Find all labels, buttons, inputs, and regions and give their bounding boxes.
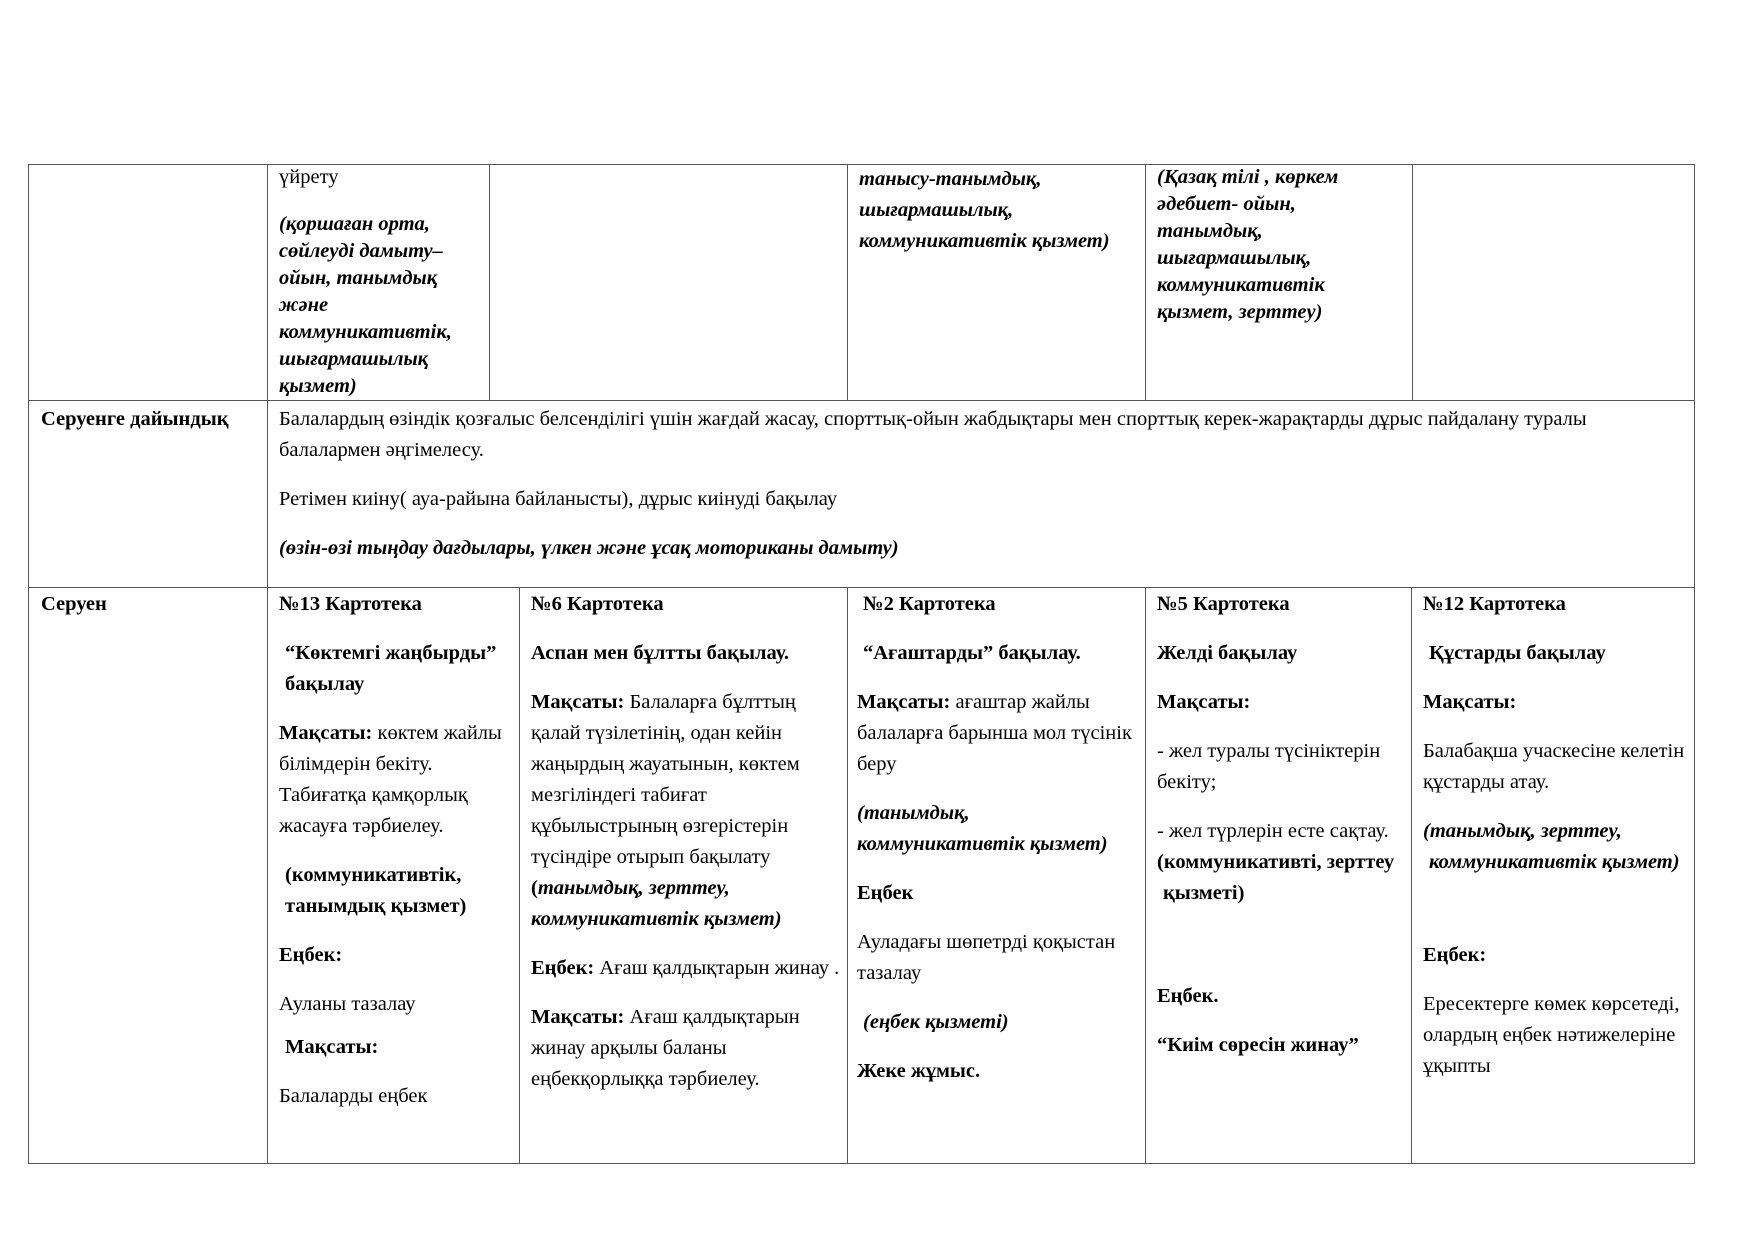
col4-item-1: - жел туралы түсініктерін бекіту;: [1157, 740, 1381, 793]
col1-goal-text: көктем жайлы білімдерін бекіту. Табиғатқа қамқорлық жасауға тәрбиелеу.: [279, 722, 502, 837]
col2-goal-text: Балаларға бұлттың қалай түзілетінің, одан кейін жаңырдың жауатынын, көктем мезгіліндегі табиғат құбылыстрының өзгерістерін түсіндіре отырып бақылату: [531, 691, 800, 868]
row3-label: Серуен: [41, 593, 107, 615]
col5-activity: (танымдық, зерттеу, коммуникативтік қызмет): [1423, 820, 1680, 873]
col3-labor-activity: (еңбек қызметі): [863, 1011, 1009, 1033]
col-divider-r3-4: [1145, 587, 1146, 1164]
row3-col5-cell: [1423, 589, 1689, 1082]
col-divider-r1-5: [1412, 164, 1413, 400]
col3-card-number: №2 Картотека: [863, 593, 996, 615]
col2-activity: танымдық, зерттеу, коммуникативтік қызмет): [531, 877, 782, 930]
col-divider-r1-2: [489, 164, 490, 400]
col3-labor-label: Еңбек: [857, 882, 914, 904]
col4-activity: (коммуникативті, зерттеу қызметі): [1157, 851, 1395, 904]
row1-col4-activity: танысу-танымдық, шығармашылық, коммуникативтік қызмет): [859, 168, 1110, 252]
row1-col4-cell: [859, 164, 1139, 257]
row2-paragraph-1: Балалардың өзіндік қозғалыс белсенділігі үшін жағдай жасау, спорттық-ойын жабдықтары мен спорттық керек-жарақтарды дұрыс пайдалану туралы балалармен әңгімелесу.: [279, 408, 1587, 461]
col1-card-number: №13 Картотека: [279, 593, 422, 615]
row3-col3-cell: [857, 589, 1139, 1087]
col-divider-r3-3: [847, 587, 848, 1164]
row3-label-cell: [41, 589, 263, 620]
row2-label: Серуенге дайындық: [41, 408, 229, 430]
col3-labor-text: Ауладағы шөпетрді қоқыстан тазалау: [857, 931, 1116, 984]
col1-labor-text: Ауланы тазалау: [279, 993, 416, 1015]
row1-col5-cell: [1157, 164, 1397, 326]
row2-paragraph-3: (өзін-өзі тыңдау дағдылары, үлкен және ұсақ моториканы дамыту): [279, 537, 899, 559]
row-divider-2: [28, 587, 1695, 588]
col3-goal-label: Мақсаты:: [857, 691, 951, 713]
col2-activity-open: (: [531, 877, 538, 899]
col4-item-2: - жел түрлерін есте сақтау.: [1157, 820, 1389, 842]
col1-activity: (коммуникативтік, танымдық қызмет): [285, 864, 467, 917]
row2-content-cell: [279, 404, 1689, 564]
col5-labor-label: Еңбек:: [1423, 944, 1487, 966]
col3-title: “Ағаштарды” бақылау.: [863, 642, 1081, 664]
col2-title: Аспан мен бұлтты бақылау.: [531, 642, 790, 664]
col2-labor-text: Ағаш қалдықтарын жинау .: [594, 957, 840, 979]
col3-goal-text: ағаштар жайлы балаларға барынша мол түсінік беру: [857, 691, 1132, 775]
col3-activity: (танымдық, коммуникативтік қызмет): [857, 802, 1108, 855]
col1-goal2-text: Балаларды еңбек: [279, 1085, 428, 1107]
col2-labor: [531, 953, 843, 984]
row3-col1-cell: [279, 589, 515, 1112]
row1-col2-cell: [279, 162, 484, 400]
col2-goal2: [531, 1002, 843, 1095]
col4-labor-text: “Киім сөресін жинау”: [1157, 1034, 1359, 1056]
col2-goal2-text: Ағаш қалдықтарын жинау арқылы баланы еңбекқорлыққа тәрбиелеу.: [531, 1006, 800, 1090]
row2-label-cell: [41, 404, 263, 435]
col3-goal: [857, 687, 1139, 780]
col1-labor-label: Еңбек:: [279, 944, 343, 966]
row1-col5-activity: (Қазақ тілі , көркем әдебиет- ойын, танымдық, шығармашылық, коммуникативтік қызмет, зерттеу): [1157, 166, 1339, 323]
row1-col2-text: үйрету: [279, 166, 339, 188]
col2-goal2-label: Мақсаты:: [531, 1006, 625, 1028]
col2-card-number: №6 Картотека: [531, 593, 664, 615]
row1-col2-activity: (қоршаған орта, сөйлеуді дамыту–ойын, танымдық және коммуникативтік, шығармашылық қызмет): [279, 213, 452, 397]
col-divider-r1-4: [1145, 164, 1146, 400]
col3-individual-work: Жеке жұмыс.: [857, 1060, 981, 1082]
col5-card-number: №12 Картотека: [1423, 593, 1566, 615]
col1-title: “Көктемгі жаңбырды” бақылау: [285, 642, 497, 695]
col-divider-r3-2: [519, 587, 520, 1164]
row-divider-1: [28, 400, 1695, 401]
col1-goal: [279, 718, 515, 842]
row3-col4-cell: [1157, 589, 1407, 1061]
col5-goal-label: Мақсаты:: [1423, 691, 1517, 713]
col2-labor-label: Еңбек:: [531, 957, 595, 979]
col1-goal2-label: Мақсаты:: [285, 1036, 379, 1058]
col4-labor-label: Еңбек.: [1157, 985, 1219, 1007]
col4-title: Желді бақылау: [1157, 642, 1298, 664]
col5-labor-text: Ересектерге көмек көрсетеді, олардың еңбек нәтижелеріне ұқыпты: [1423, 993, 1680, 1077]
col2-goal-label: Мақсаты:: [531, 691, 625, 713]
col5-title: Құстарды бақылау: [1429, 642, 1606, 664]
col1-goal-label: Мақсаты:: [279, 722, 373, 744]
col2-goal: [531, 687, 843, 935]
col-divider-label: [267, 164, 268, 1164]
col4-card-number: №5 Картотека: [1157, 593, 1290, 615]
col-divider-r3-5: [1411, 587, 1412, 1164]
col4-goal-label: Мақсаты:: [1157, 691, 1251, 713]
row3-col2-cell: [531, 589, 843, 1095]
col5-goal-text: Балабақша учаскесіне келетін құстарды атау.: [1423, 740, 1685, 793]
col-divider-r1-3: [847, 164, 848, 400]
row2-paragraph-2: Ретімен киіну( ауа-райына байланысты), дұрыс киінуді бақылау: [279, 488, 838, 510]
